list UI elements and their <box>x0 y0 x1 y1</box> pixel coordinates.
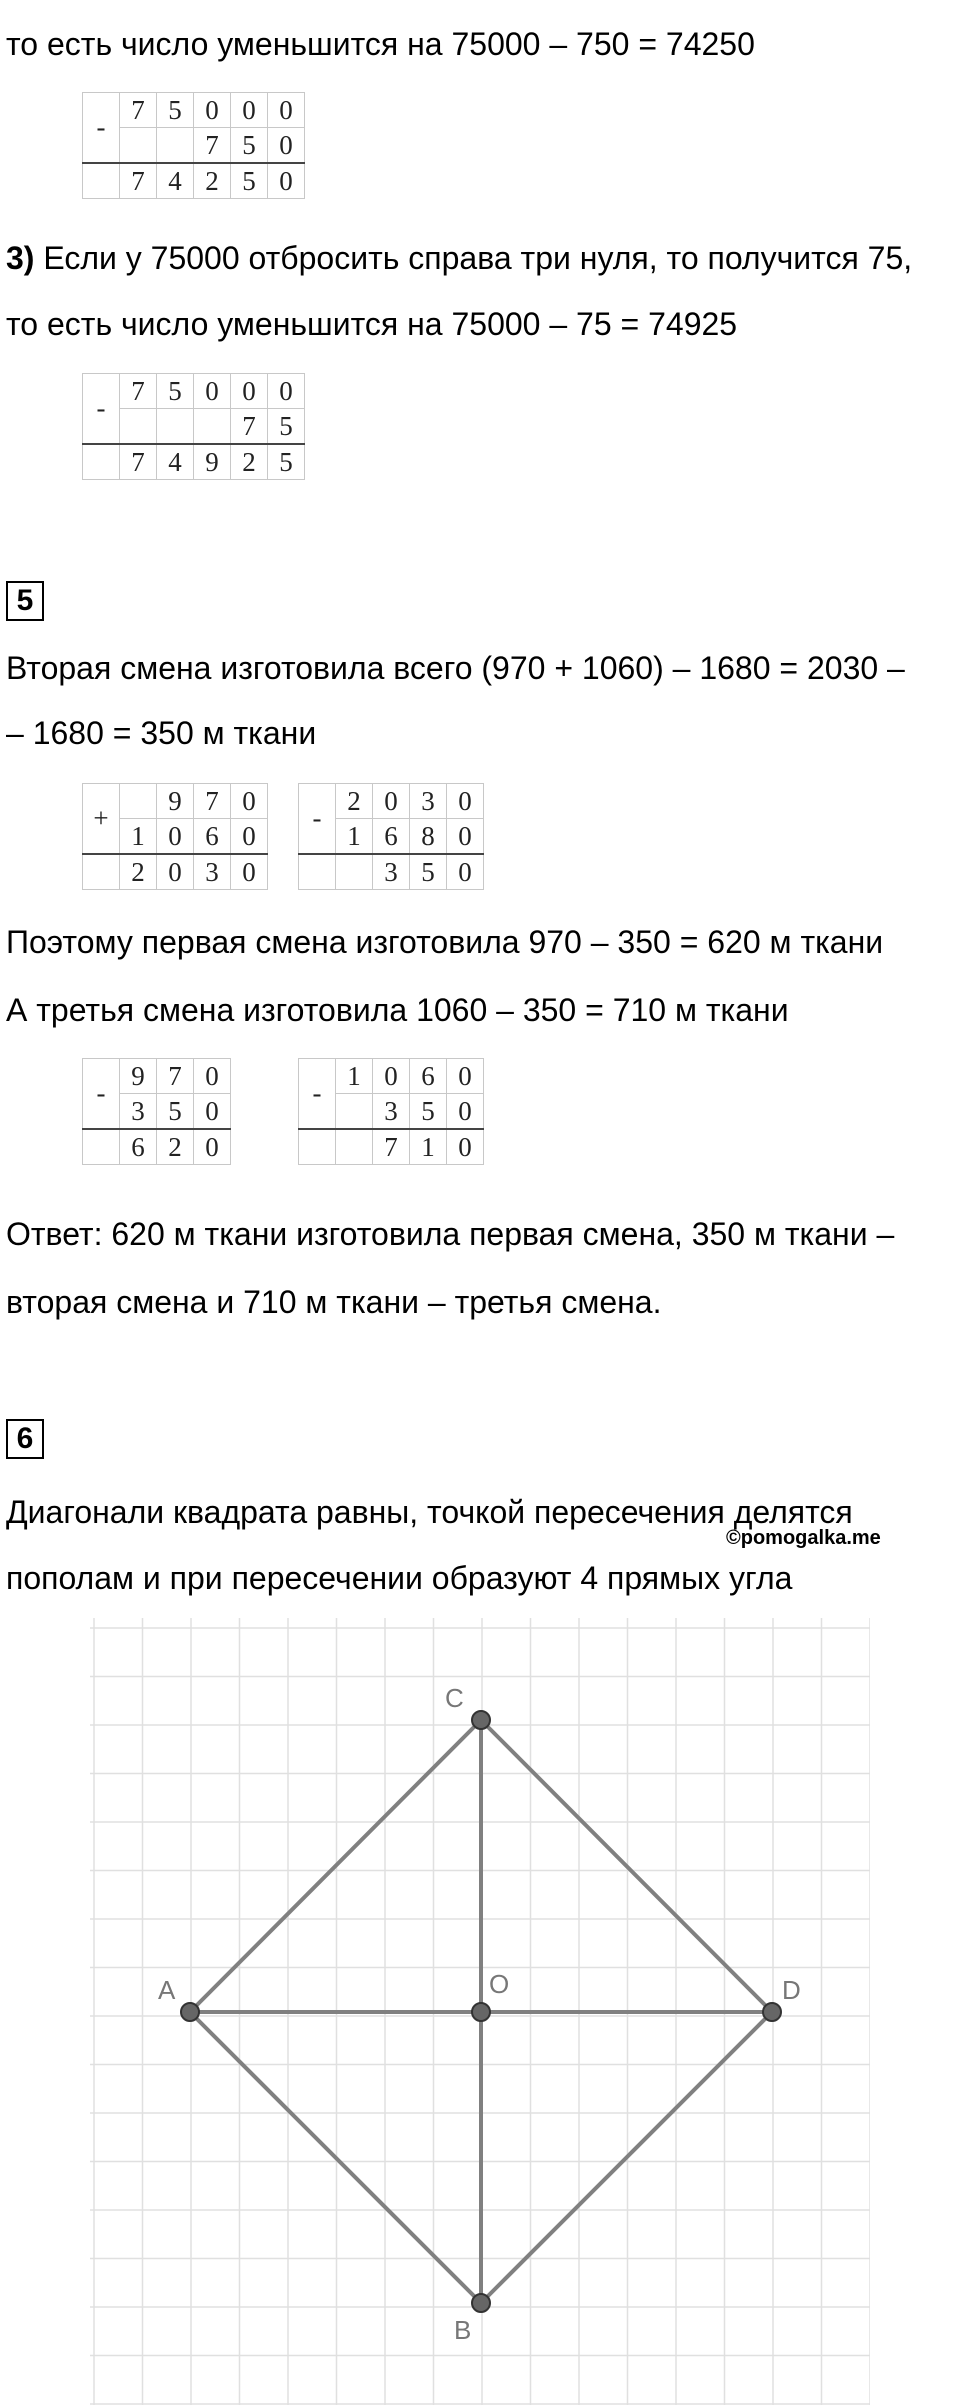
text-line: Поэтому первая смена изготовила 970 – 350 = 620 м ткани <box>6 924 884 960</box>
calc-row <box>83 93 305 128</box>
calc-digit: 0 <box>447 1094 484 1130</box>
label-d: D <box>782 1975 801 2005</box>
text-line: пополам и при пересечении образуют 4 прямых угла <box>6 1560 793 1596</box>
calc-digit: 9 <box>157 784 194 819</box>
calc-digit: 3 <box>373 1094 410 1130</box>
text-span: Если у 75000 отбросить справа три нуля, то получится 75, <box>34 240 913 276</box>
calc-row <box>299 784 484 819</box>
calc-result-digit: 0 <box>447 1129 484 1165</box>
calc-digit <box>194 409 231 445</box>
calc-digit: 6 <box>194 819 231 855</box>
text-line: то есть число уменьшится на 75000 – 750 = 74250 <box>6 26 755 62</box>
calc-digit: 6 <box>373 819 410 855</box>
calc-digit: 0 <box>157 819 194 855</box>
calc-operator: - <box>299 784 336 855</box>
label-b: B <box>454 2315 472 2345</box>
calc-digit: 7 <box>120 374 157 409</box>
label-o: O <box>489 1969 510 1999</box>
calc-operator: - <box>299 1059 336 1130</box>
calc-digit: 0 <box>373 784 410 819</box>
label-c: C <box>445 1683 464 1713</box>
calc-digit: 0 <box>268 93 305 128</box>
calc-result-digit: 4 <box>157 444 194 480</box>
calc-result-digit: 3 <box>373 854 410 890</box>
calc-row <box>83 374 305 409</box>
calc-result-digit: 3 <box>194 854 231 890</box>
calc-digit: 6 <box>410 1059 447 1094</box>
calc-digit: 5 <box>157 374 194 409</box>
calc-digit: 3 <box>410 784 447 819</box>
calc-digit: 1 <box>336 1059 373 1094</box>
calc-operator: + <box>83 784 120 855</box>
calc-result-row <box>83 163 305 199</box>
calc-digit: 0 <box>194 93 231 128</box>
calc-digit <box>157 409 194 445</box>
calc-digit: 0 <box>231 93 268 128</box>
calc-result-digit <box>336 854 373 890</box>
calc-digit: 0 <box>447 784 484 819</box>
text-line <box>6 238 912 278</box>
calc-result-digit: 4 <box>157 163 194 199</box>
calc-digit: 0 <box>231 819 268 855</box>
calc-digit: 7 <box>231 409 268 445</box>
calc-result-digit: 0 <box>268 163 305 199</box>
calc-result-digit: 2 <box>194 163 231 199</box>
label-a: A <box>158 1975 176 2005</box>
calc-operator: - <box>83 374 120 445</box>
calc-digit: 0 <box>268 374 305 409</box>
text-line: вторая смена и 710 м ткани – третья смена. <box>6 1284 662 1320</box>
calc-result-digit: 2 <box>157 1129 194 1165</box>
text-line: Ответ: 620 м ткани изготовила первая смена, 350 м ткани – <box>6 1216 895 1252</box>
calc-result-digit: 7 <box>373 1129 410 1165</box>
calc-blank <box>83 854 120 890</box>
calc-digit: 1 <box>120 819 157 855</box>
calc-result-row <box>83 444 305 480</box>
text-line: Диагонали квадрата равны, точкой пересечения делятся <box>6 1494 853 1530</box>
calc-result-row <box>83 1129 231 1165</box>
calc-digit: 5 <box>157 93 194 128</box>
calc-digit: 3 <box>120 1094 157 1130</box>
calc-digit: 5 <box>268 409 305 445</box>
calc-result-digit: 0 <box>447 854 484 890</box>
calc-result-digit: 5 <box>410 854 447 890</box>
item-number: 3) <box>6 240 35 276</box>
point-c <box>472 1711 490 1729</box>
calc-result-digit: 7 <box>120 163 157 199</box>
side-db <box>481 2012 772 2303</box>
calc-1 <box>82 92 305 199</box>
calc-blank <box>299 1129 336 1165</box>
calc-result-digit <box>336 1129 373 1165</box>
point-a <box>181 2003 199 2021</box>
point-b <box>472 2294 490 2312</box>
calc-blank <box>299 854 336 890</box>
calc-digit: 5 <box>231 128 268 164</box>
calc-digit: 0 <box>268 128 305 164</box>
calc-row <box>83 1059 231 1094</box>
calc-digit: 5 <box>157 1094 194 1130</box>
task-number-box: 5 <box>6 581 44 621</box>
calc-operator: - <box>83 1059 120 1130</box>
point-d <box>763 2003 781 2021</box>
calc-digit <box>157 128 194 164</box>
calc-digit <box>120 784 157 819</box>
calc-digit: 0 <box>194 1094 231 1130</box>
calc-digit: 0 <box>447 819 484 855</box>
calc-result-digit: 0 <box>157 854 194 890</box>
calc-4 <box>298 783 484 890</box>
calc-digit: 0 <box>447 1059 484 1094</box>
calc-blank <box>83 1129 120 1165</box>
calc-digit: 7 <box>194 128 231 164</box>
calc-digit: 1 <box>336 819 373 855</box>
calc-digit: 0 <box>231 784 268 819</box>
calc-row <box>83 784 268 819</box>
text-line: – 1680 = 350 м ткани <box>6 715 317 751</box>
calc-digit <box>120 409 157 445</box>
calc-result-digit: 7 <box>120 444 157 480</box>
calc-result-digit: 6 <box>120 1129 157 1165</box>
calc-digit: 0 <box>194 374 231 409</box>
calc-result-row <box>299 854 484 890</box>
calc-digit: 0 <box>231 374 268 409</box>
calc-digit <box>120 128 157 164</box>
calc-digit: 0 <box>194 1059 231 1094</box>
square-diagram <box>90 1618 870 2405</box>
text-line: Вторая смена изготовила всего (970 + 1060) – 1680 = 2030 – <box>6 650 905 686</box>
calc-digit: 0 <box>373 1059 410 1094</box>
calc-operator: - <box>83 93 120 164</box>
calc-2 <box>82 373 305 480</box>
calc-blank <box>83 163 120 199</box>
calc-digit: 7 <box>120 93 157 128</box>
calc-digit: 8 <box>410 819 447 855</box>
calc-digit: 7 <box>194 784 231 819</box>
calc-result-digit: 2 <box>231 444 268 480</box>
calc-blank <box>83 444 120 480</box>
point-o <box>472 2003 490 2021</box>
calc-result-digit: 0 <box>231 854 268 890</box>
calc-digit: 5 <box>410 1094 447 1130</box>
calc-result-row <box>83 854 268 890</box>
calc-result-row <box>299 1129 484 1165</box>
calc-digit <box>336 1094 373 1130</box>
calc-result-digit: 2 <box>120 854 157 890</box>
calc-3 <box>82 783 268 890</box>
calc-result-digit: 0 <box>194 1129 231 1165</box>
calc-digit: 7 <box>157 1059 194 1094</box>
calc-row <box>299 1059 484 1094</box>
text-line: А третья смена изготовила 1060 – 350 = 710 м ткани <box>6 992 789 1028</box>
calc-result-digit: 5 <box>231 163 268 199</box>
side-ba <box>190 2012 481 2303</box>
calc-result-digit: 5 <box>268 444 305 480</box>
text-line: то есть число уменьшится на 75000 – 75 = 74925 <box>6 306 738 342</box>
calc-digit: 9 <box>120 1059 157 1094</box>
task-number-box: 6 <box>6 1419 44 1459</box>
calc-5 <box>82 1058 231 1165</box>
calc-digit: 2 <box>336 784 373 819</box>
calc-6 <box>298 1058 484 1165</box>
calc-result-digit: 1 <box>410 1129 447 1165</box>
calc-result-digit: 9 <box>194 444 231 480</box>
watermark: ©pomogalka.me <box>726 1527 881 1549</box>
